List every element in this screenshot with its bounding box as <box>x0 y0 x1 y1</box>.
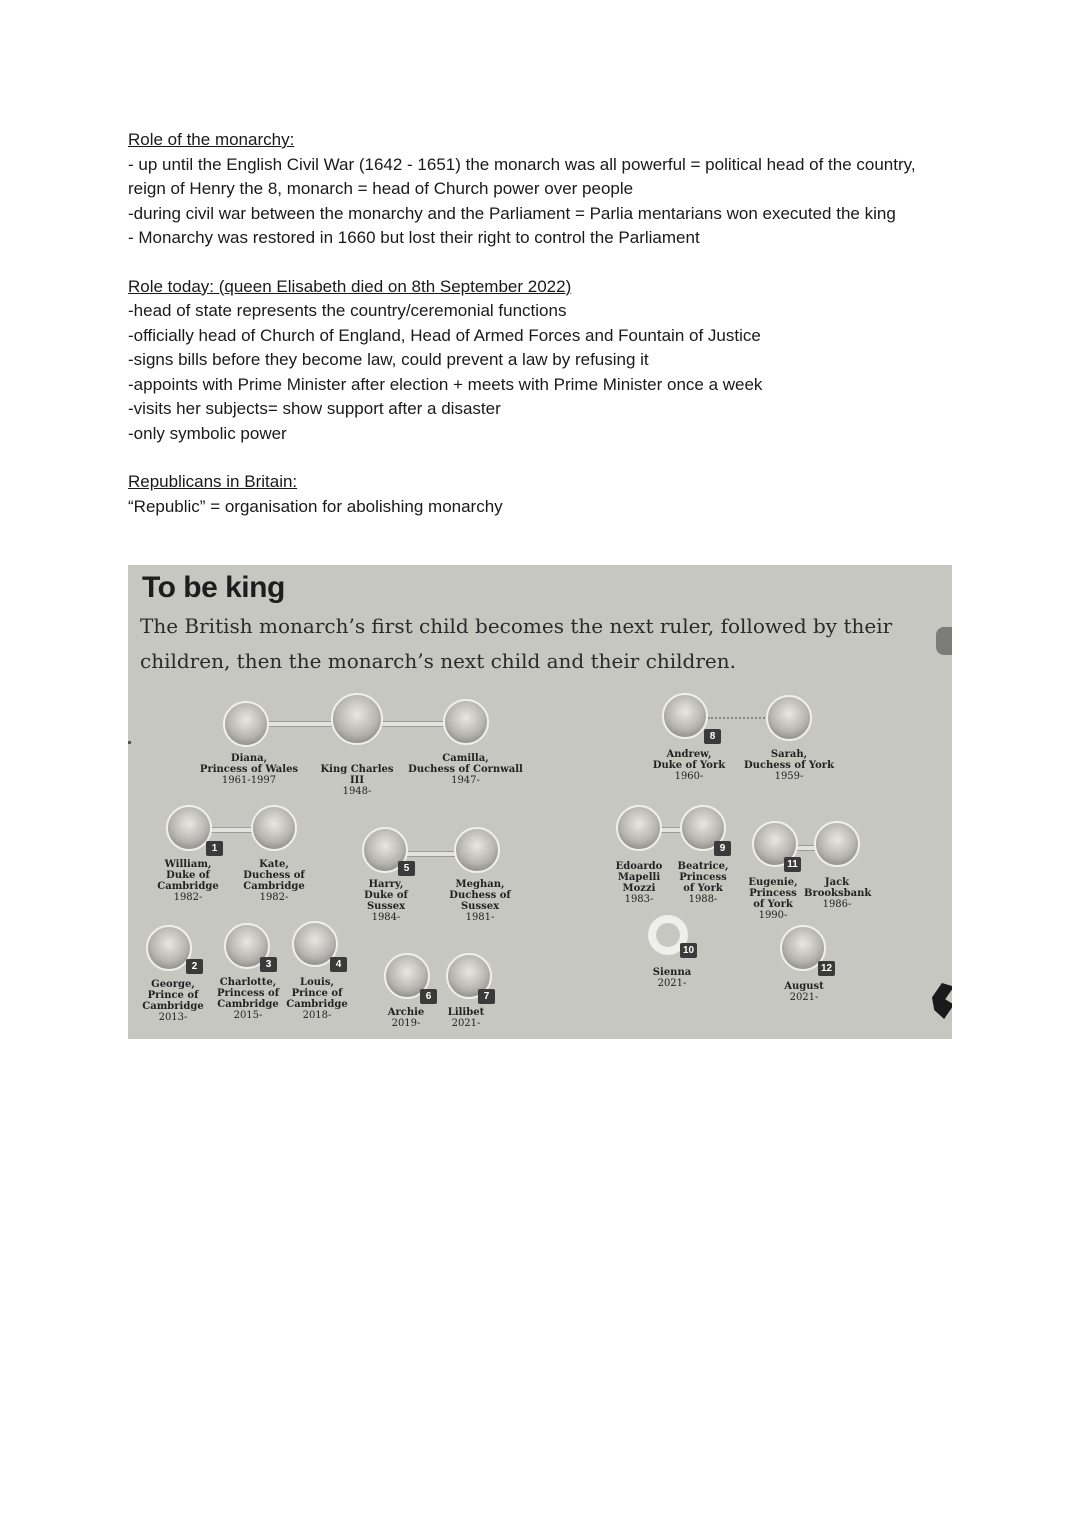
diana-label <box>194 753 304 786</box>
note-line: - Monarchy was restored in 1660 but lost their right to control the Parliament <box>128 228 700 247</box>
kate-label <box>238 859 310 903</box>
person-name: Kate, Duchess of Cambridge <box>243 859 305 892</box>
louis-label <box>282 977 352 1021</box>
person-years: 1959- <box>774 771 804 782</box>
person-years: 1986- <box>822 899 852 910</box>
person-years: 1961-1997 <box>221 775 277 786</box>
mark <box>128 741 131 744</box>
note-line: -during civil war between the monarchy and the Parliament = Parlia mentarians won executed the king <box>128 203 896 223</box>
person-years: 2015- <box>233 1010 263 1021</box>
person-years: 2018- <box>302 1010 332 1021</box>
person-name: Beatrice, Princess of York <box>677 861 729 894</box>
person-years: 2019- <box>391 1018 421 1029</box>
person-years: 1984- <box>371 912 401 923</box>
note-line: -signs bills before they become law, could prevent a law by refusing it <box>128 350 649 369</box>
august-label <box>774 981 834 1003</box>
person-name: Archie <box>387 1007 425 1018</box>
person-name: Eugenie, Princess of York <box>748 877 798 910</box>
person-years: 1948- <box>342 786 372 797</box>
note-line: -officially head of Church of England, Head of Armed Forces and Fountain of Justice <box>128 325 761 345</box>
archie-label <box>380 1007 432 1029</box>
clipping-subtitle: The British monarch’s first child becomes the next ruler, followed by their children, then the monarch’s next child and their children. <box>140 614 893 673</box>
succession-badge: 8 <box>704 729 721 744</box>
succession-badge: 5 <box>398 861 415 876</box>
section-monarchy-role <box>128 128 958 251</box>
person-years: 1981- <box>465 912 495 923</box>
note-line: -head of state represents the country/ceremonial functions <box>128 301 567 320</box>
person-years: 1960- <box>674 771 704 782</box>
meghan-label <box>442 879 518 923</box>
section-heading: Role today: (queen Elisabeth died on 8th September 2022) <box>128 276 572 296</box>
succession-badge: 10 <box>680 943 697 958</box>
meghan-photo <box>454 827 500 873</box>
edoardo-label <box>608 861 670 905</box>
section-heading: Republicans in Britain: <box>128 472 298 491</box>
note-line: “Republic” = organisation for abolishing monarchy <box>128 496 503 516</box>
newspaper-clipping <box>128 565 952 1039</box>
sienna-label <box>640 967 704 989</box>
succession-badge: 9 <box>714 841 731 856</box>
person-years: 1983- <box>624 894 654 905</box>
charles-label <box>312 764 402 797</box>
person-name: Charlotte, Princess of Cambridge <box>216 977 280 1010</box>
person-name: Diana, Princess of Wales <box>199 753 299 775</box>
succession-badge: 11 <box>784 857 801 872</box>
person-name: Camilla, Duchess of Cornwall <box>408 753 523 775</box>
andrew-photo <box>662 693 708 739</box>
succession-badge: 12 <box>818 961 835 976</box>
note-line: - up until the English Civil War (1642 - 1651) the monarch was all powerful = political head of the country, reign of Henry the 8, monarch = head of Church power over people <box>128 154 916 198</box>
camilla-label <box>408 753 523 786</box>
andrew-label <box>646 749 732 782</box>
lilibet-label <box>440 1007 492 1029</box>
person-name: Lilibet <box>447 1007 485 1018</box>
camilla-photo <box>443 699 489 745</box>
section-republicans <box>128 470 958 519</box>
person-name: August <box>784 981 824 992</box>
person-name: Sarah, Duchess of York <box>744 749 834 771</box>
diana-photo <box>223 701 269 747</box>
clipping-title: To be king <box>142 571 285 604</box>
page-edge <box>936 627 952 655</box>
person-years: 2021- <box>451 1018 481 1029</box>
person-name: Edoardo Mapelli Mozzi <box>615 861 663 894</box>
person-name: King Charles III <box>320 764 394 786</box>
section-heading: Role of the monarchy: <box>128 130 295 149</box>
person-name: Andrew, Duke of York <box>652 749 726 771</box>
person-name: Sienna <box>652 967 692 978</box>
logo-icon <box>932 983 952 1019</box>
william-label <box>152 859 224 903</box>
person-name: George, Prince of Cambridge <box>142 979 204 1012</box>
succession-badge: 7 <box>478 989 495 1004</box>
succession-badge: 2 <box>186 959 203 974</box>
person-years: 1990- <box>758 910 788 921</box>
note-line: -visits her subjects= show support after a disaster <box>128 399 501 418</box>
person-years: 2021- <box>657 978 687 989</box>
note-line: -only symbolic power <box>128 423 287 443</box>
charles-photo <box>331 693 383 745</box>
edoardo-photo <box>616 805 662 851</box>
charlotte-label <box>212 977 284 1021</box>
jack-label <box>804 877 870 910</box>
notes <box>128 128 958 543</box>
person-years: 1947- <box>451 775 480 786</box>
sarah-photo <box>766 695 812 741</box>
beatrice-label <box>672 861 734 905</box>
succession-badge: 3 <box>260 957 277 972</box>
person-years: 1988- <box>688 894 718 905</box>
person-name: William, Duke of Cambridge <box>157 859 219 892</box>
person-years: 2013- <box>158 1012 188 1023</box>
succession-badge: 1 <box>206 841 223 856</box>
person-name: Louis, Prince of Cambridge <box>286 977 348 1010</box>
harry-label <box>352 879 420 923</box>
note-line: -appoints with Prime Minister after election + meets with Prime Minister once a week <box>128 374 763 394</box>
succession-badge: 6 <box>420 989 437 1004</box>
person-years: 1982- <box>259 892 289 903</box>
person-years: 2021- <box>789 992 819 1003</box>
person-name: Harry, Duke of Sussex <box>364 879 408 912</box>
sarah-label <box>744 749 834 782</box>
kate-photo <box>251 805 297 851</box>
section-role-today <box>128 275 958 447</box>
eugenie-label <box>742 877 804 921</box>
person-years: 1982- <box>173 892 203 903</box>
person-name: Jack Brooksbank <box>804 877 872 899</box>
george-label <box>138 979 208 1023</box>
person-name: Meghan, Duchess of Sussex <box>449 879 511 912</box>
succession-badge: 4 <box>330 957 347 972</box>
jack-photo <box>814 821 860 867</box>
